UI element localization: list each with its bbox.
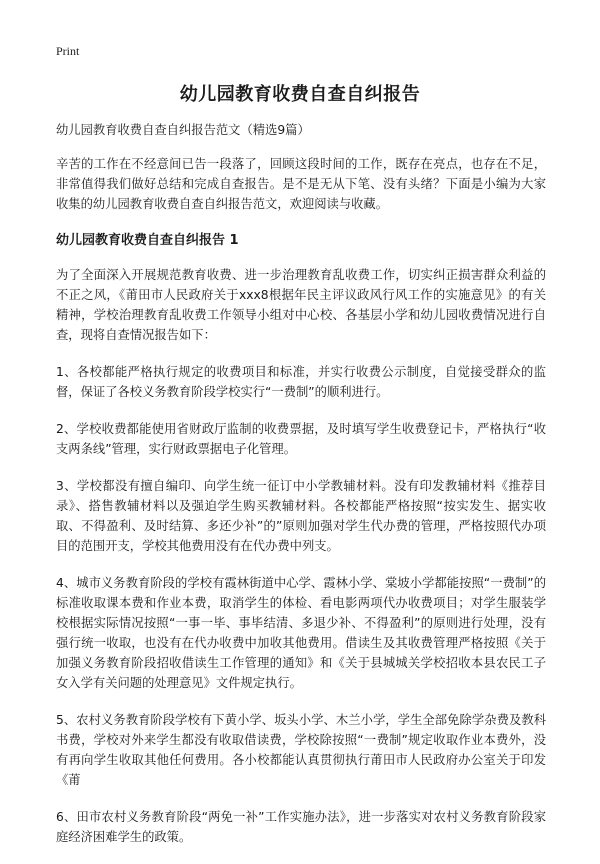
paragraph-2: 2、学校收费都能使用省财政厅监制的收费票据，及时填写学生收费登记卡，严格执行“收支两条线”管理，实行财政票据电子化管理。	[56, 422, 546, 456]
paragraph-6: 6、田市农村义务教育阶段“两免一补”工作实施办法》，进一步落实对农村义务教育阶段家庭经济困难学生的政策。	[56, 810, 546, 844]
paragraph-3: 3、学校都没有擅自编印、向学生统一征订中小学教辅材料。没有印发教辅材料《推荐目录》、搭售教辅材料以及强迫学生购买教辅材料。各校都能严格按照“按实发生、据实收取、不得盈利、及时结算、多还少补”的”原则加强对学生代办费的管理，严格按照代办项目的范围开支，学校其他费用没有在代办费中列支。	[56, 479, 546, 553]
section-heading: 幼儿园教育收费自查自纠报告 1	[56, 233, 239, 248]
paragraph-0: 为了全面深入开展规范教育收费、进一步治理教育乱收费工作，切实纠正损害群众利益的不正之风，《莆田市人民政府关于xxx8根据年民主评议政风行风工作的实施意见》的有关精神，学校治理教育乱收费工作领导小组对中心校、各基层小学和幼儿园收费情况进行自查，现将自查情况报告如下：	[56, 268, 546, 342]
paragraph-5: 5、农村义务教育阶段学校有下黄小学、坂头小学、木兰小学，学生全部免除学杂费及教科书费，学校对外来学生都没有收取借读费，学校除按照“一费制”规定收取作业本费外，没有再向学生收取其他任何费用。各小校都能认真贯彻执行莆田市人民政府办公室关于印发《莆	[56, 713, 546, 787]
document-body	[56, 120, 546, 864]
paragraph-4: 4、城市义务教育阶段的学校有霞林街道中心学、霞林小学、棠坡小学都能按照“一费制”的标准收取课本费和作业本费，取消学生的体检、看电影两项代办收费项目；对学生服装学校根据实际情况按照“一事一毕、事毕结清、多退少补、不得盈利”的原则进行处理，没有强行统一收取，也没有在代办收费中加收其他费用。借读生及其收费管理严格按照《关于加强义务教育阶段招收借读生工作管理的通知》和《关于县城城关学校招收本县农民工子女入学有关问题的处理意见》文件规定执行。	[56, 576, 546, 690]
document-subtitle: 幼儿园教育收费自查自纠报告范文（精选9篇）	[56, 123, 310, 137]
document-title: 幼儿园教育收费自查自纠报告	[179, 84, 421, 105]
paragraph-1: 1、各校都能严格执行规定的收费项目和标准，并实行收费公示制度，自觉接受群众的监督，保证了各校义务教育阶段学校实行“一费制”的顺利进行。	[56, 365, 546, 399]
print-link[interactable]: Print	[56, 44, 80, 58]
intro-paragraph: 辛苦的工作在不经意间已告一段落了，回顾这段时间的工作，既存在亮点，也存在不足，非常值得我们做好总结和完成自查报告。是不是无从下笔、没有头绪？下面是小编为大家收集的幼儿园教育收费自查自纠报告范文，欢迎阅读与收藏。	[56, 157, 546, 211]
